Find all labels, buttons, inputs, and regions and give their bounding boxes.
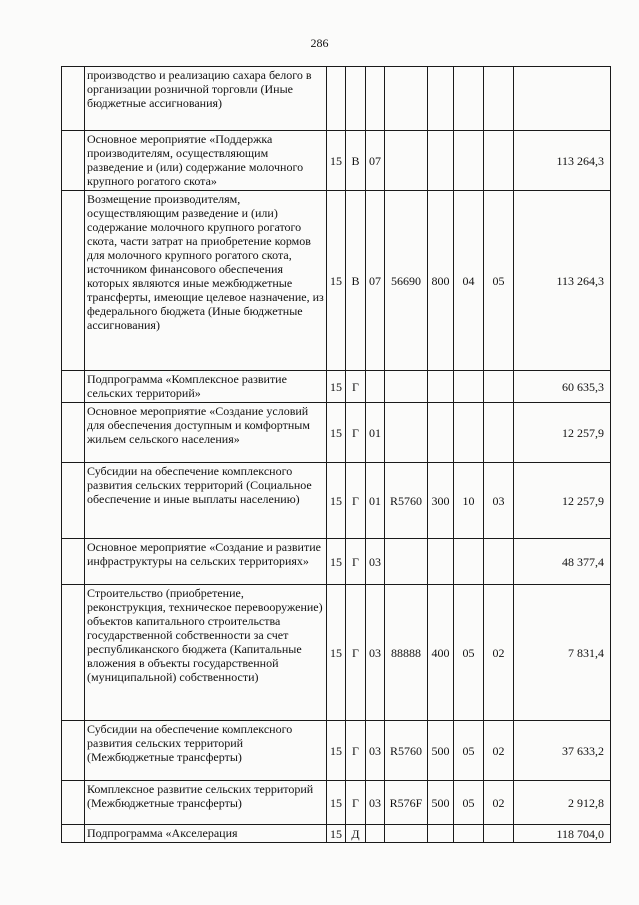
row-margin-cell <box>62 131 85 191</box>
code-rz <box>454 403 484 463</box>
table-row <box>62 371 611 403</box>
row-margin-cell <box>62 403 85 463</box>
code-prog: 15 <box>327 539 346 585</box>
code-prog: 15 <box>327 721 346 781</box>
table-row <box>62 131 611 191</box>
code-pr <box>484 825 514 843</box>
row-description: Основное мероприятие «Поддержка производителям, осуществляющим разведение и (или) содержание молочного крупного рогатого скота» <box>85 131 327 191</box>
code-sub: Г <box>346 781 366 825</box>
code-dir: 56690 <box>385 191 428 371</box>
code-pr: 02 <box>484 585 514 721</box>
code-dir <box>385 371 428 403</box>
row-description: Комплексное развитие сельских территорий (Межбюджетные трансферты) <box>85 781 327 825</box>
code-vr <box>428 403 454 463</box>
code-pr <box>484 131 514 191</box>
code-event: 03 <box>366 721 385 781</box>
code-event: 07 <box>366 131 385 191</box>
code-dir <box>385 825 428 843</box>
code-dir: R5760 <box>385 463 428 539</box>
code-prog: 15 <box>327 585 346 721</box>
code-prog <box>327 67 346 131</box>
row-description: Субсидии на обеспечение комплексного развития сельских территорий (Межбюджетные трансферты) <box>85 721 327 781</box>
row-amount: 37 633,2 <box>514 721 611 781</box>
code-dir <box>385 67 428 131</box>
code-vr: 500 <box>428 781 454 825</box>
code-event <box>366 371 385 403</box>
code-sub: Г <box>346 403 366 463</box>
code-dir <box>385 403 428 463</box>
code-vr <box>428 825 454 843</box>
code-sub: Г <box>346 539 366 585</box>
code-pr <box>484 67 514 131</box>
table-row <box>62 825 611 843</box>
row-margin-cell <box>62 463 85 539</box>
row-amount: 12 257,9 <box>514 403 611 463</box>
row-margin-cell <box>62 67 85 131</box>
row-margin-cell <box>62 371 85 403</box>
code-sub: Г <box>346 371 366 403</box>
row-margin-cell <box>62 825 85 843</box>
code-vr <box>428 371 454 403</box>
budget-table <box>61 66 611 843</box>
code-vr: 400 <box>428 585 454 721</box>
row-margin-cell <box>62 781 85 825</box>
code-pr: 02 <box>484 781 514 825</box>
row-margin-cell <box>62 721 85 781</box>
code-pr: 03 <box>484 463 514 539</box>
code-pr <box>484 371 514 403</box>
row-description: Подпрограмма «Акселерация <box>85 825 327 843</box>
code-rz: 05 <box>454 781 484 825</box>
code-prog: 15 <box>327 371 346 403</box>
row-description: Возмещение производителям, осуществляющим разведение и (или) содержание молочного крупного рогатого скота, части затрат на приобретение кормов для молочного крупного рогатого скота, источником финансового обеспечения которых являются иные межбюджетные трансферты, имеющие целевое назначение, из федерального бюджета (Иные бюджетные ассигнования) <box>85 191 327 371</box>
code-sub: В <box>346 191 366 371</box>
code-sub: Г <box>346 585 366 721</box>
row-amount: 60 635,3 <box>514 371 611 403</box>
code-rz <box>454 371 484 403</box>
code-prog: 15 <box>327 463 346 539</box>
code-sub <box>346 67 366 131</box>
code-rz: 05 <box>454 721 484 781</box>
code-rz: 10 <box>454 463 484 539</box>
table-row <box>62 67 611 131</box>
code-rz: 04 <box>454 191 484 371</box>
code-event: 03 <box>366 539 385 585</box>
row-amount: 2 912,8 <box>514 781 611 825</box>
code-rz <box>454 67 484 131</box>
code-rz <box>454 539 484 585</box>
code-sub: В <box>346 131 366 191</box>
code-dir: R576F <box>385 781 428 825</box>
code-prog: 15 <box>327 131 346 191</box>
code-event: 03 <box>366 585 385 721</box>
row-description: Строительство (приобретение, реконструкция, техническое перевооружение) объектов капитального строительства государственной собственности за счет республиканского бюджета (Капитальные вложения в объекты государственной (муниципальной) собственности) <box>85 585 327 721</box>
code-dir: 88888 <box>385 585 428 721</box>
code-vr: 300 <box>428 463 454 539</box>
code-dir <box>385 539 428 585</box>
code-pr <box>484 403 514 463</box>
code-pr: 05 <box>484 191 514 371</box>
row-amount: 7 831,4 <box>514 585 611 721</box>
code-prog: 15 <box>327 403 346 463</box>
code-dir: R5760 <box>385 721 428 781</box>
row-description: Субсидии на обеспечение комплексного развития сельских территорий (Социальное обеспечение и иные выплаты населению) <box>85 463 327 539</box>
row-amount <box>514 67 611 131</box>
table-row <box>62 403 611 463</box>
row-amount: 118 704,0 <box>514 825 611 843</box>
row-margin-cell <box>62 191 85 371</box>
code-event <box>366 825 385 843</box>
table-row <box>62 781 611 825</box>
row-description: Подпрограмма «Комплексное развитие сельских территорий» <box>85 371 327 403</box>
code-event: 03 <box>366 781 385 825</box>
code-vr: 500 <box>428 721 454 781</box>
code-rz <box>454 825 484 843</box>
code-event: 01 <box>366 463 385 539</box>
table-row <box>62 721 611 781</box>
row-amount: 48 377,4 <box>514 539 611 585</box>
code-vr <box>428 67 454 131</box>
code-pr <box>484 539 514 585</box>
code-event: 07 <box>366 191 385 371</box>
code-sub: Г <box>346 463 366 539</box>
code-vr: 800 <box>428 191 454 371</box>
table-row <box>62 191 611 371</box>
row-description: производство и реализацию сахара белого в организации розничной торговли (Иные бюджетные ассигнования) <box>85 67 327 131</box>
row-description: Основное мероприятие «Создание условий для обеспечения доступным и комфортным жильем сельского населения» <box>85 403 327 463</box>
row-description: Основное мероприятие «Создание и развитие инфраструктуры на сельских территориях» <box>85 539 327 585</box>
row-amount: 12 257,9 <box>514 463 611 539</box>
code-vr <box>428 539 454 585</box>
code-rz: 05 <box>454 585 484 721</box>
code-dir <box>385 131 428 191</box>
row-margin-cell <box>62 539 85 585</box>
row-margin-cell <box>62 585 85 721</box>
table-row <box>62 585 611 721</box>
page-number: 286 <box>310 36 329 50</box>
table-row <box>62 463 611 539</box>
row-amount: 113 264,3 <box>514 131 611 191</box>
table-row <box>62 539 611 585</box>
table-body <box>62 67 611 843</box>
code-vr <box>428 131 454 191</box>
code-rz <box>454 131 484 191</box>
code-pr: 02 <box>484 721 514 781</box>
code-sub: Г <box>346 721 366 781</box>
code-prog: 15 <box>327 191 346 371</box>
code-prog: 15 <box>327 781 346 825</box>
row-amount: 113 264,3 <box>514 191 611 371</box>
code-sub: Д <box>346 825 366 843</box>
code-prog: 15 <box>327 825 346 843</box>
code-event <box>366 67 385 131</box>
code-event: 01 <box>366 403 385 463</box>
